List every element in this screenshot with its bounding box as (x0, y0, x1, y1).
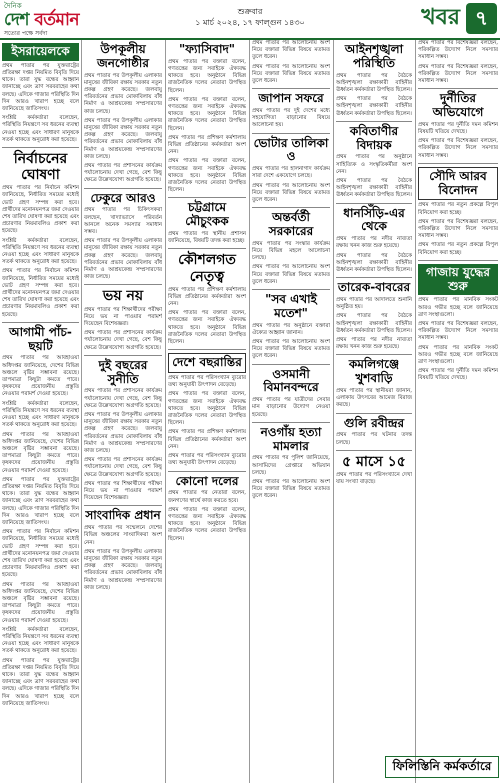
divider (84, 505, 162, 506)
headline: আইনশৃঙ্খলা পরিস্থিতি (344, 42, 404, 70)
headline: ৫ মাসে ১৫ (342, 453, 406, 470)
divider (168, 248, 246, 249)
headline: গাজায় যুদ্ধের শুরু (418, 264, 498, 296)
divider (84, 355, 162, 356)
article-text: প্রথম পাতার পর বৈঠকে আইনশৃঙ্খলা রক্ষাকারী বাহিনীর ঊর্ধ্বতন কর্মকর্তারা উপস্থিত ছিলেন। (336, 313, 412, 334)
headline: উপকূলীয় জনগোষ্ঠীর (97, 42, 149, 70)
article-text: প্রথম পাতার পর নতুন প্রকল্পে বিপুল বিনিয়োগ করা হচ্ছে। (418, 202, 498, 216)
article-text: প্রথম পাতার পর পরিসংখ্যান ব্যুরোর তথ্য অনুযায়ী উৎপাদন বেড়েছে। (168, 375, 246, 389)
divider (252, 364, 330, 365)
article-text: প্রথম পাতার পর আলোচনায় অংশ নিয়ে বক্তারা বিভিন্ন বিষয়ে মতামত তুলে ধরেন। (252, 63, 330, 85)
divider (336, 450, 412, 451)
column-rule (165, 40, 166, 783)
divider (84, 284, 162, 285)
article-text: প্রথম পাতার পর বিশেষজ্ঞরা বলছেন, পরিকল্পিত উদ্যোগ নিলে সমস্যার সমাধান সম্ভব। (418, 218, 498, 240)
logo-top-text: দৈনিক (4, 2, 22, 10)
article-text: প্রথম পাতার পর প্রশিক্ষণ কর্মশালায় বিভিন্ন প্রতিষ্ঠানের কর্মকর্তারা অংশ নেন। (168, 429, 246, 450)
article-text: প্রথম পাতার পর আবহাওয়া অধিদপ্তর জানিয়েছে, দেশের বিভিন্ন অঞ্চলে বৃষ্টির সম্ভাবনা রয়েছে। তাপমাত্রা কিছুটা কমতে পারে। কৃষকদের প্রয়োজনীয় প্রস্তুতি নেওয়ার পরামর্শ দেওয়া হয়েছে। (2, 355, 79, 398)
bottom-headline-box (385, 756, 499, 778)
article-text: সংশ্লিষ্ট কর্মকর্তারা বলেছেন, পরিস্থিতি নিয়ন্ত্রণে সব ধরনের ব্যবস্থা নেওয়া হচ্ছে এবং সাধারণ মানুষকে সতর্ক থাকতে অনুরোধ করা হয়েছে। (2, 626, 79, 655)
article-text: প্রথম পাতার পর আলোচনায় অংশ নিয়ে বক্তারা বিভিন্ন বিষয়ে মতামত তুলে ধরেন। (252, 40, 330, 61)
section-title: খবর (421, 5, 460, 30)
article-text: প্রথম পাতার পর প্রশাসনের কার্যক্রম পর্যালোচনায় দেখা গেছে, বেশ কিছু ক্ষেত্রে উল্লেখযোগ্য অগ্রগতি হয়েছে। (84, 388, 162, 409)
article-text: প্রথম পাতার পর বক্তারা বলেন, গণতন্ত্রের জন্য সবাইকে ঐক্যবদ্ধ থাকতে হবে। অনুষ্ঠানে বিভিন্ন রাজনৈতিক দলের নেতারা উপস্থিত ছিলেন। (168, 506, 246, 542)
divider (252, 289, 330, 290)
headline: ওসমানী বিমানবন্দরে (263, 366, 319, 395)
article-text: প্রথম পাতার পর বিশেষজ্ঞরা বলছেন, পরিকল্পিত উদ্যোগ নিলে সমস্যার সমাধান সম্ভব। (418, 40, 498, 61)
article-text: প্রথম পাতার পর বৈঠকে আইনশৃঙ্খলা রক্ষাকারী বাহিনীর ঊর্ধ্বতন কর্মকর্তারা উপস্থিত ছিলেন। (336, 178, 412, 199)
newspaper-logo (4, 2, 154, 36)
article-text: প্রথম পাতার পর যুক্তরাষ্ট্রের প্রতিরক্ষা দপ্তর নিয়মিত বিবৃতি দিয়ে থাকে। তারা যুদ্ধ বন্ধের আহ্বান জানাচ্ছে এবং ত্রাণ সরবরাহের কথা বলছে। এদিকে গাজার পরিস্থিতি দিন দিন আরও খারাপ হচ্ছে বলে জানিয়েছে জাতিসংঘ। (2, 476, 79, 526)
article-text: প্রথম পাতার পর বিশেষজ্ঞরা বলছেন, পরিকল্পিত উদ্যোগ নিলে সমস্যার সমাধান সম্ভব। (418, 63, 498, 85)
column-3 (168, 40, 246, 783)
article-text: প্রথম পাতার পর আলোচনায় অংশ নিয়ে বক্তারা বিভিন্ন বিষয়ে মতামত তুলে ধরেন। (252, 182, 330, 204)
headline: গুলি রবীন্দ্রর (343, 415, 405, 430)
headline: নির্বাচনের ঘোষণা (13, 151, 68, 184)
article-text: প্রথম পাতার পর বক্তারা বলেন, গণতন্ত্রের জন্য সবাইকে ঐক্যবদ্ধ থাকতে হবে। অনুষ্ঠানে বিভিন্ন রাজনৈতিক দলের নেতারা উপস্থিত ছিলেন। (168, 158, 246, 194)
divider (2, 147, 79, 148)
article-text: প্রথম পাতার পর হালনাগাদ কার্যক্রম সারা দেশে একযোগে চলছে। (252, 166, 330, 180)
article-text: প্রথম পাতার পর প্রশাসনের কার্যক্রম পর্যালোচনায় দেখা গেছে, বেশ কিছু ক্ষেত্রে উল্লেখযোগ্য অগ্রগতি হয়েছে। (84, 163, 162, 184)
headline: কবিতাণীর বিদায়ক (349, 123, 399, 152)
column-1 (2, 40, 79, 783)
masthead (0, 0, 500, 40)
dateline (175, 6, 325, 28)
column-2 (84, 40, 162, 783)
headline: সৌদি আরব বিনোদন (418, 167, 498, 201)
divider (336, 121, 412, 122)
article-text: প্রথম পাতার পর উপকূলীয় এলাকার মানুষের জীবিকা রক্ষায় সরকার নতুন প্রকল্প গ্রহণ করেছে। জলবায়ু পরিবর্তনের প্রভাব মোকাবিলায় বাঁধ নির্মাণ ও আশ্রয়কেন্দ্র সম্প্রসারণের কাজ চলছে। (84, 117, 162, 160)
headline: জাপান সফরে (258, 91, 324, 106)
column-6 (418, 40, 498, 783)
article-text: প্রথম পাতার পর উপকূলীয় এলাকার মানুষের জীবিকা রক্ষায় সরকার নতুন প্রকল্প গ্রহণ করেছে। জলবায়ু পরিবর্তনের প্রভাব মোকাবিলায় বাঁধ নির্মাণ ও আশ্রয়কেন্দ্র সম্প্রসারণের কাজ চলছে। (84, 72, 162, 115)
date: ১ মার্চ ২০২৪, ১৭ ফাল্গুন ১৪৩০ (195, 18, 305, 27)
article-text: প্রথম পাতার পর নির্বাচন কমিশন জানিয়েছে, নির্ধারিত সময়ের মধ্যেই ভোট গ্রহণ সম্পন্ন করা হবে। প্রার্থীদের মনোনয়নপত্র জমা দেওয়ার শেষ তারিখ ঘোষণা করা হয়েছে এবং প্রচারণার নিয়মাবলিও প্রকাশ করা হয়েছে। (2, 529, 79, 579)
article-text: প্রথম পাতার পর অনুষ্ঠানে সাহিত্যিক ও সংস্কৃতিকর্মীরা অংশ নেন। (336, 154, 412, 175)
article-text: সংশ্লিষ্ট কর্মকর্তারা বলেছেন, পরিস্থিতি নিয়ন্ত্রণে সব ধরনের ব্যবস্থা নেওয়া হচ্ছে এবং সাধারণ মানুষকে সতর্ক থাকতে অনুরোধ করা হয়েছে। (2, 237, 79, 266)
article-text: প্রথম পাতার পর উপকূলীয় এলাকার মানুষের জীবিকা রক্ষায় সরকার নতুন প্রকল্প গ্রহণ করেছে। জলবায়ু পরিবর্তনের প্রভাব মোকাবিলায় বাঁধ নির্মাণ ও আশ্রয়কেন্দ্র সম্প্রসারণের কাজ চলছে। (84, 238, 162, 281)
page-number: ৭ (466, 3, 497, 34)
article-text: প্রথম পাতার পর ঘটনার তদন্ত চলছে। (336, 432, 412, 446)
article-text: প্রথম পাতার পর নির্বাচন কমিশন জানিয়েছে, নির্ধারিত সময়ের মধ্যেই ভোট গ্রহণ সম্পন্ন করা হবে। প্রার্থীদের মনোনয়নপত্র জমা দেওয়ার শেষ তারিখ ঘোষণা করা হয়েছে এবং প্রচারণার নিয়মাবলিও প্রকাশ করা হয়েছে। (2, 268, 79, 318)
column-5 (336, 40, 412, 783)
headline: ভোটার তালিকা ও (253, 135, 329, 164)
divider (168, 197, 246, 198)
headline: দুই বছরের সুনীতি (98, 357, 148, 386)
logo-main-text: দেশ বর্তমান (4, 10, 80, 30)
article-text: প্রথম পাতার পর যুক্তরাষ্ট্রের প্রতিরক্ষা দপ্তর নিয়মিত বিবৃতি দিয়ে থাকে। তারা যুদ্ধ বন্ধের আহ্বান জানাচ্ছে এবং ত্রাণ সরবরাহের কথা বলছে। এদিকে গাজার পরিস্থিতি দিন দিন আরও খারাপ হচ্ছে বলে জানিয়েছে জাতিসংঘ। (2, 657, 79, 707)
divider (2, 322, 79, 323)
headline: দেশে বছরান্তির (168, 353, 246, 373)
article-text: প্রথম পাতার পর নির্বাচন কমিশন জানিয়েছে, নির্ধারিত সময়ের মধ্যেই ভোট গ্রহণ সম্পন্ন করা হবে। প্রার্থীদের মনোনয়নপত্র জমা দেওয়ার শেষ তারিখ ঘোষণা করা হয়েছে এবং প্রচারণার নিয়মাবলিও প্রকাশ করা হয়েছে। (2, 185, 79, 235)
article-text: প্রথম পাতার পর নদীর নাব্যতা রক্ষায় খনন কাজ শুরু হয়েছে। (336, 337, 412, 351)
article-text: প্রথম পাতার পর উপকূলীয় এলাকার মানুষের জীবিকা রক্ষায় সরকার নতুন প্রকল্প গ্রহণ করেছে। জলবায়ু পরিবর্তনের প্রভাব মোকাবিলায় বাঁধ নির্মাণ ও আশ্রয়কেন্দ্র সম্প্রসারণের কাজ চলছে। (84, 411, 162, 454)
article-text: প্রথম পাতার পর আলোচনায় অংশ নিয়ে বক্তারা বিভিন্ন বিষয়ে মতামত তুলে ধরেন। (252, 339, 330, 360)
headline: তারেক-বাবরের (337, 280, 411, 295)
headline: কৌশলগত নেতৃত্ব (178, 252, 236, 285)
article-text: প্রথম পাতার পর মানবিক সংকট আরও গভীর হচ্ছে বলে জানিয়েছে ত্রাণ সংস্থাগুলো। (418, 297, 498, 318)
article-text: প্রথম পাতার পর যুক্তরাষ্ট্রের প্রতিরক্ষা দপ্তর নিয়মিত বিবৃতি দিয়ে থাকে। তারা যুদ্ধ বন্ধের আহ্বান জানাচ্ছে এবং ত্রাণ সরবরাহের কথা বলছে। এদিকে গাজার পরিস্থিতি দিন দিন আরও খারাপ হচ্ছে বলে জানিয়েছে জাতিসংঘ। (2, 62, 79, 113)
article-text: প্রথম পাতার পর শিক্ষার্থীদের পরীক্ষা নিয়ে ভয় না পাওয়ার পরামর্শ দিয়েছেন বিশেষজ্ঞরা। (84, 306, 162, 327)
article-text: প্রথম পাতার পর প্রশাসনের কার্যক্রম পর্যালোচনায় দেখা গেছে, বেশ কিছু ক্ষেত্রে উল্লেখযোগ্য অগ্রগতি হয়েছে। (84, 330, 162, 351)
article-text: সংশ্লিষ্ট কর্মকর্তারা বলেছেন, পরিস্থিতি নিয়ন্ত্রণে সব ধরনের ব্যবস্থা নেওয়া হচ্ছে এবং সাধারণ মানুষকে সতর্ক থাকতে অনুরোধ করা হয়েছে। (2, 400, 79, 429)
article-text: প্রথম পাতার পর দুর্নীতি দমন কমিশন বিষয়টি খতিয়ে দেখছে। (418, 121, 498, 136)
headline: কমলিগঞ্জে খুশবাড়ি (348, 357, 400, 386)
column-4 (252, 40, 330, 783)
article-text: প্রথম পাতার পর আদালতে শুনানি অনুষ্ঠিত হয়। (336, 297, 412, 311)
headline: ভয় নয় (102, 288, 144, 305)
article-text: প্রথম পাতার পর বৈঠকে আইনশৃঙ্খলা রক্ষাকারী বাহিনীর ঊর্ধ্বতন কর্মকর্তারা উপস্থিত ছিলেন। (336, 96, 412, 117)
article-text: প্রথম পাতার পর যাত্রীদের সেবার মান বাড়ানোর উদ্যোগ নেওয়া হয়েছে। (252, 397, 330, 418)
article-text: প্রথম পাতার পর আবহাওয়া অধিদপ্তর জানিয়েছে, দেশের বিভিন্ন অঞ্চলে বৃষ্টির সম্ভাবনা রয়েছে। তাপমাত্রা কিছুটা কমতে পারে। কৃষকদের প্রয়োজনীয় প্রস্তুতি নেওয়ার পরামর্শ দেওয়া হয়েছে। (2, 431, 79, 474)
article-text: প্রথম পাতার পর সংস্কার কার্যক্রম নিয়ে বিভিন্ন মহলে আলোচনা চলছে। (252, 240, 330, 262)
article-text: প্রথম পাতার পর স্থানীয়রা জানান, এলাকায় উৎসবের আমেজ বিরাজ করছে। (336, 388, 412, 409)
article-text: প্রথম পাতার পর পরিসংখ্যান ব্যুরোর তথ্য অনুযায়ী উৎপাদন বেড়েছে। (168, 453, 246, 467)
article-text: প্রথম পাতার পর স্থানীয় প্রশাসন জানিয়েছে, বিষয়টি তদন্ত করা হচ্ছে। (168, 231, 246, 245)
article-text: প্রথম পাতার পর মানবিক সংকট আরও গভীর হচ্ছে বলে জানিয়েছে ত্রাণ সংস্থাগুলো। (418, 344, 498, 366)
article-text: প্রথম পাতার পর চিকিৎসকরা বলছেন, খাদ্যাভ্যাসে পরিবর্তন আনলে অনেক সমস্যার সমাধান সম্ভব। (84, 207, 162, 236)
divider (336, 203, 412, 204)
article-text: প্রথম পাতার পর বৈঠকে আইনশৃঙ্খলা রক্ষাকারী বাহিনীর ঊর্ধ্বতন কর্মকর্তারা উপস্থিত ছিলেন। (336, 72, 412, 93)
article-text: প্রথম পাতার পর পরিসংখ্যানে দেখা যায় সংখ্যা বাড়ছে। (336, 471, 412, 486)
article-text: প্রথম পাতার পর বক্তারা বলেন, গণতন্ত্রের জন্য সবাইকে ঐক্যবদ্ধ থাকতে হবে। অনুষ্ঠানে বিভিন্ন রাজনৈতিক দলের নেতারা উপস্থিত ছিলেন। (168, 96, 246, 132)
divider (418, 260, 498, 261)
article-text: প্রথম পাতার পর আবহাওয়া অধিদপ্তর জানিয়েছে, দেশের বিভিন্ন অঞ্চলে বৃষ্টির সম্ভাবনা রয়েছে। তাপমাত্রা কিছুটা কমতে পারে। কৃষকদের প্রয়োজনীয় প্রস্তুতি নেওয়ার পরামর্শ দেওয়া হয়েছে। (2, 581, 79, 624)
column-rule (81, 40, 82, 783)
divider (418, 163, 498, 164)
divider (336, 354, 412, 355)
headline: চট্টগ্রামে মৌচুংকক (185, 200, 229, 229)
headline: কোনো দলের (175, 473, 239, 488)
headline: ফিলিস্তিনি কর্মকর্তারে (392, 759, 492, 773)
article-text: প্রথম পাতার পর বক্তারা বলেন, গণতন্ত্রের জন্য সবাইকে ঐক্যবদ্ধ থাকতে হবে। অনুষ্ঠানে বিভিন্ন রাজনৈতিক দলের নেতারা উপস্থিত ছিলেন। (168, 310, 246, 346)
divider (418, 88, 498, 89)
divider (252, 422, 330, 423)
headline: ঢেকুরে আরও (90, 190, 156, 205)
article-text: প্রথম পাতার পর উপকূলীয় এলাকার মানুষের জীবিকা রক্ষায় সরকার নতুন প্রকল্প গ্রহণ করেছে। জলবায়ু পরিবর্তনের প্রভাব মোকাবিলায় বাঁধ নির্মাণ ও আশ্রয়কেন্দ্র সম্প্রসারণের কাজ চলছে। (84, 548, 162, 591)
logo-tagline: সত্যের পক্ষে সর্বদা (4, 30, 48, 37)
weekday: শুক্রবার (237, 7, 263, 16)
divider (84, 188, 162, 189)
article-text: প্রথম পাতার পর বক্তারা বলেন, গণতন্ত্রের জন্য সবাইকে ঐক্যবদ্ধ থাকতে হবে। অনুষ্ঠানে বিভিন্ন রাজনৈতিক দলের নেতারা উপস্থিত ছিলেন। (168, 58, 246, 94)
divider (336, 277, 412, 278)
column-rule (415, 40, 416, 783)
divider (252, 207, 330, 208)
article-text: প্রথম পাতার পর সম্মেলনে দেশের বিভিন্ন অঞ্চলের সাংবাদিকরা অংশ নেন। (84, 525, 162, 546)
article-text: প্রথম পাতার পর শিক্ষার্থীদের পরীক্ষা নিয়ে ভয় না পাওয়ার পরামর্শ দিয়েছেন বিশেষজ্ঞরা। (84, 480, 162, 502)
headline: অন্তর্বর্তী সরকারের (268, 210, 314, 239)
headline: সাংবাদিক প্রধান (85, 508, 161, 523)
headline: দুর্নীতির অভিযোগে (432, 91, 484, 120)
article-text: প্রথম পাতার পর প্রশিক্ষণ কর্মশালায় বিভিন্ন প্রতিষ্ঠানের কর্মকর্তারা অংশ নেন। (168, 134, 246, 156)
article-text: প্রথম পাতার পর নতুন প্রকল্পে বিপুল বিনিয়োগ করা হচ্ছে। (418, 242, 498, 256)
article-text: প্রথম পাতার পর অনুষ্ঠানে বক্তারা ঐক্যের আহ্বান জানান। (252, 322, 330, 336)
article-text: প্রথম পাতার পর বক্তারা বলেন, গণতন্ত্রের জন্য সবাইকে ঐক্যবদ্ধ থাকতে হবে। অনুষ্ঠানে বিভিন্ন রাজনৈতিক দলের নেতারা উপস্থিত ছিলেন। (168, 391, 246, 427)
article-text: সংশ্লিষ্ট কর্মকর্তারা বলেছেন, পরিস্থিতি নিয়ন্ত্রণে সব ধরনের ব্যবস্থা নেওয়া হচ্ছে এবং সাধারণ মানুষকে সতর্ক থাকতে অনুরোধ করা হয়েছে। (2, 115, 79, 143)
headline: ইসরায়েলকে (2, 43, 79, 61)
headline: "সব এখাই মতেশ" (265, 292, 317, 320)
article-text: প্রথম পাতার পর পুলিশ জানিয়েছে, আসামিদের গ্রেপ্তারে অভিযান চলছে। (252, 455, 330, 476)
divider (252, 88, 330, 89)
divider (168, 349, 246, 350)
article-text: প্রথম পাতার পর বৈঠকে আইনশৃঙ্খলা রক্ষাকারী বাহিনীর ঊর্ধ্বতন কর্মকর্তারা উপস্থিত ছিলেন। (336, 252, 412, 274)
divider (168, 471, 246, 472)
article-text: প্রথম পাতার পর নদীর নাব্যতা রক্ষায় খনন কাজ শুরু হয়েছে। (336, 236, 412, 250)
headline: "ফ্যাসিবাদ" (178, 42, 236, 56)
article-text: প্রথম পাতার পর বিশেষজ্ঞরা বলছেন, পরিকল্পিত উদ্যোগ নিলে সমস্যার সমাধান সম্ভব। (418, 321, 498, 342)
article-text: প্রথম পাতার পর প্রশাসনের কার্যক্রম পর্যালোচনায় দেখা গেছে, বেশ কিছু ক্ষেত্রে উল্লেখযোগ্য অগ্রগতি হয়েছে। (84, 457, 162, 478)
headline: নওগাঁয় হত্যা মামলার (260, 424, 322, 453)
article-text: প্রথম পাতার পর প্রশিক্ষণ কর্মশালায় বিভিন্ন প্রতিষ্ঠানের কর্মকর্তারা অংশ নেন। (168, 286, 246, 308)
article-text: প্রথম পাতার পর বিশেষজ্ঞরা বলছেন, পরিকল্পিত উদ্যোগ নিলে সমস্যার সমাধান সম্ভব। (418, 138, 498, 159)
headline: আগামী পাঁচ-ছয়টি (9, 324, 72, 353)
column-rule (249, 40, 250, 783)
article-text: প্রথম পাতার পর আলোচনায় অংশ নিয়ে বক্তারা বিভিন্ন বিষয়ে মতামত তুলে ধরেন। (252, 264, 330, 285)
headline: ধানসিঁড়ি-এর থেকে (343, 205, 405, 234)
divider (336, 413, 412, 414)
column-rule (333, 40, 334, 783)
article-text: প্রথম পাতার পর আলোচনায় অংশ নিয়ে বক্তারা বিভিন্ন বিষয়ে মতামত তুলে ধরেন। (252, 479, 330, 500)
article-text: প্রথম পাতার পর দুর্নীতি দমন কমিশন বিষয়টি খতিয়ে দেখছে। (418, 368, 498, 382)
divider (252, 133, 330, 134)
article-text: প্রথম পাতার পর নেতারা বলেন, জনগণের স্বার্থে কাজ করতে হবে। (168, 490, 246, 504)
article-text: প্রথম পাতার পর দুই দেশের মধ্যে সহযোগিতা বাড়ানোর বিষয়ে আলোচনা হয়। (252, 108, 330, 129)
